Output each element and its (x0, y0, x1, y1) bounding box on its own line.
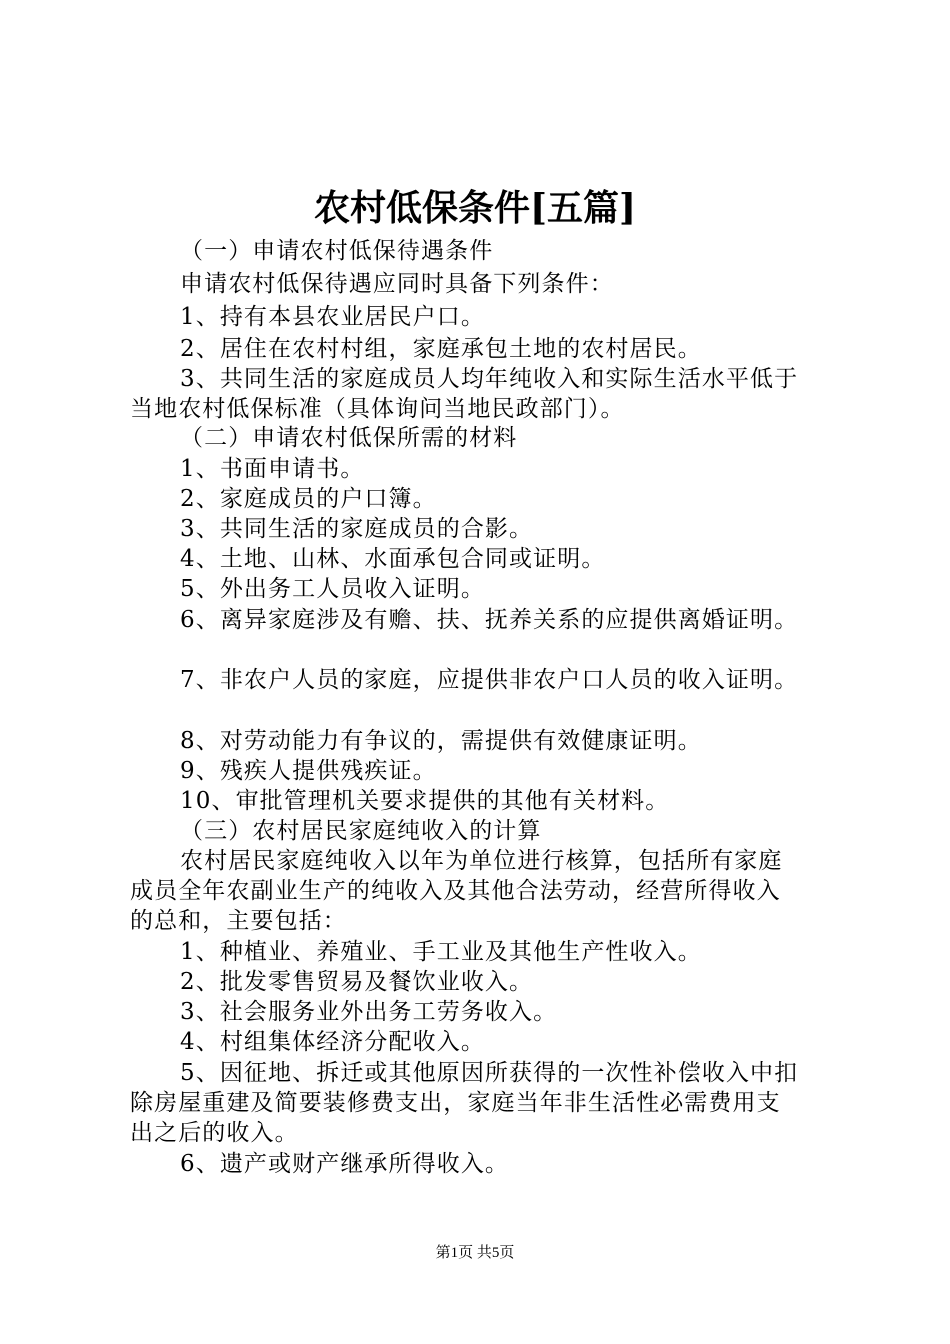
list-item: 5、因征地、拆迁或其他原因所获得的一次性补偿收入中扣 (180, 1060, 799, 1086)
page-number: 第1页 共5页 (435, 1245, 515, 1261)
document-title: 农村低保条件[五篇] (313, 187, 637, 229)
paragraph-line: 除房屋重建及简要装修费支出，家庭当年非生活性必需费用支 (130, 1090, 781, 1116)
list-item: 4、村组集体经济分配收入。 (180, 1029, 485, 1055)
list-item: 2、批发零售贸易及餐饮业收入。 (180, 969, 534, 995)
list-item: 9、残疾人提供残疾证。 (180, 758, 437, 784)
paragraph-line: 当地农村低保标准（具体询问当地民政部门）。 (130, 396, 625, 422)
paragraph-line: 申请农村低保待遇应同时具备下列条件： (180, 271, 614, 297)
paragraph-line: 成员全年农副业生产的纯收入及其他合法劳动，经营所得收入 (130, 878, 781, 904)
list-item: 2、居住在农村村组，家庭承包土地的农村居民。 (180, 336, 702, 362)
list-item: 7、非农户人员的家庭，应提供非农户口人员的收入证明。 (180, 667, 799, 693)
list-item: 1、种植业、养殖业、手工业及其他生产性收入。 (180, 939, 702, 965)
paragraph-line: 出之后的收入。 (130, 1120, 299, 1146)
list-item: 1、书面申请书。 (180, 456, 365, 482)
section-heading-2: （二）申请农村低保所需的材料 (180, 425, 518, 451)
list-item: 2、家庭成员的户口簿。 (180, 486, 437, 512)
list-item: 6、离异家庭涉及有赡、扶、抚养关系的应提供离婚证明。 (180, 607, 799, 633)
section-heading-3: （三）农村居民家庭纯收入的计算 (180, 818, 542, 844)
paragraph-line: 农村居民家庭纯收入以年为单位进行核算，包括所有家庭 (180, 848, 783, 874)
list-item: 5、外出务工人员收入证明。 (180, 576, 485, 602)
list-item: 6、遗产或财产继承所得收入。 (180, 1151, 510, 1177)
list-item: 3、社会服务业外出务工劳务收入。 (180, 999, 558, 1025)
list-item: 3、共同生活的家庭成员人均年纯收入和实际生活水平低于 (180, 366, 799, 392)
list-item: 4、土地、山林、水面承包合同或证明。 (180, 546, 606, 572)
list-item: 1、持有本县农业居民户口。 (180, 304, 485, 330)
section-heading-1: （一）申请农村低保待遇条件 (180, 238, 494, 264)
list-item: 8、对劳动能力有争议的，需提供有效健康证明。 (180, 728, 702, 754)
list-item: 10、审批管理机关要求提供的其他有关材料。 (180, 788, 670, 814)
list-item: 3、共同生活的家庭成员的合影。 (180, 516, 534, 542)
paragraph-line: 的总和，主要包括： (130, 908, 347, 934)
